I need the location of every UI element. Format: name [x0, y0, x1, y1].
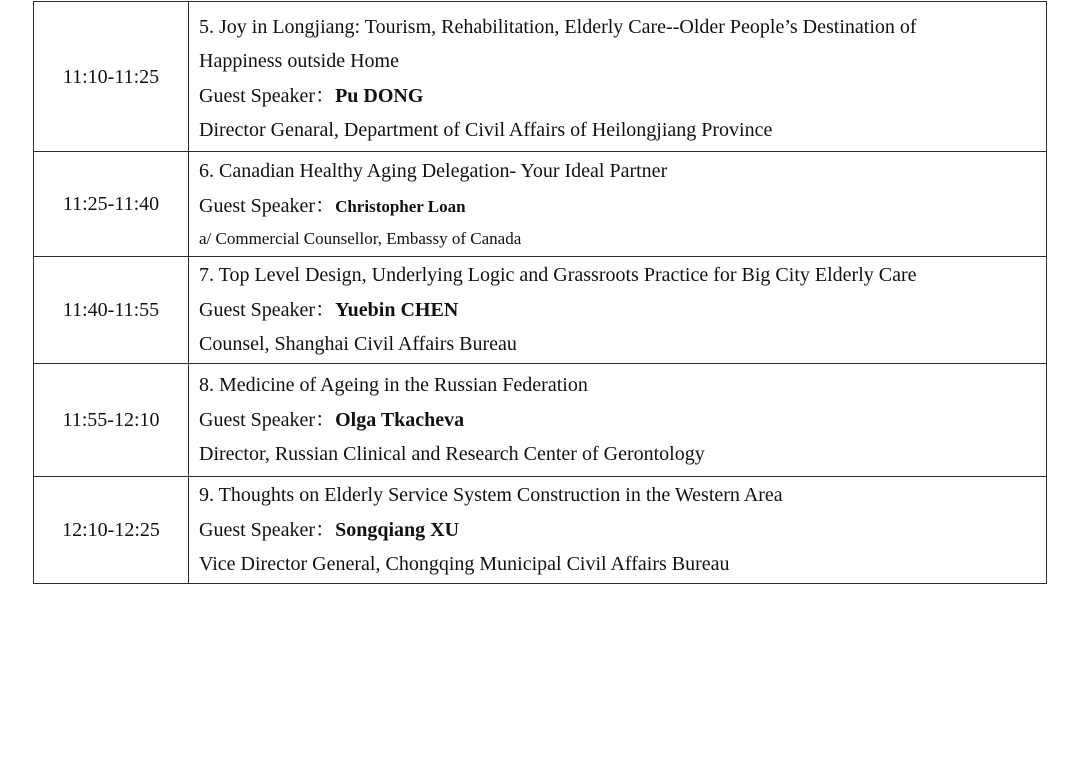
agenda-row: [34, 2, 1047, 152]
guest-speaker-name: Yuebin CHEN: [335, 298, 459, 321]
guest-speaker-name: Pu DONG: [335, 84, 424, 107]
speaker-position: a/ Commercial Counsellor, Embassy of Canada: [199, 229, 522, 248]
session-title-line: 9. Thoughts on Elderly Service System Construction in the Western Area: [199, 484, 783, 507]
session-title-line: 5. Joy in Longjiang: Tourism, Rehabilitation, Elderly Care--Older People’s Destination of: [199, 15, 917, 38]
session-details: [189, 364, 1047, 477]
session-time: 11:10-11:25: [34, 2, 189, 152]
guest-speaker-name: Christopher Loan: [335, 197, 466, 216]
session-title-line: 7. Top Level Design, Underlying Logic and Grassroots Practice for Big City Elderly Care: [199, 264, 917, 287]
session-details: [189, 2, 1047, 152]
session-time: 11:40-11:55: [34, 257, 189, 364]
guest-speaker-name: Songqiang XU: [335, 518, 460, 541]
guest-speaker-label: Guest Speaker：: [199, 84, 336, 107]
guest-speaker-label: Guest Speaker：: [199, 518, 336, 541]
guest-speaker-line: [199, 79, 1040, 114]
guest-speaker-line: [199, 513, 1040, 548]
session-details: [189, 257, 1047, 364]
guest-speaker-line: [199, 293, 1040, 328]
guest-speaker-label: Guest Speaker：: [199, 408, 336, 431]
guest-speaker-line: [199, 403, 1040, 438]
guest-speaker-label: Guest Speaker：: [199, 195, 336, 217]
guest-speaker-name: Olga Tkacheva: [335, 408, 465, 431]
agenda-row: [34, 152, 1047, 257]
session-title-line: Happiness outside Home: [199, 50, 399, 72]
session-details: [189, 477, 1047, 584]
session-title-line: 6. Canadian Healthy Aging Delegation- Your Ideal Partner: [199, 160, 668, 182]
guest-speaker-label: Guest Speaker：: [199, 298, 336, 321]
speaker-position: Counsel, Shanghai Civil Affairs Bureau: [199, 333, 517, 356]
session-time: 11:25-11:40: [34, 152, 189, 257]
session-time: 11:55-12:10: [34, 364, 189, 477]
speaker-position: Director, Russian Clinical and Research Center of Gerontology: [199, 443, 705, 466]
agenda-table: [33, 1, 1047, 584]
session-time: 12:10-12:25: [34, 477, 189, 584]
agenda-row: [34, 477, 1047, 584]
speaker-position: Vice Director General, Chongqing Municipal Civil Affairs Bureau: [199, 553, 730, 576]
agenda-row: [34, 364, 1047, 477]
guest-speaker-line: [199, 189, 1040, 224]
session-details: [189, 152, 1047, 257]
speaker-position: Director Genaral, Department of Civil Affairs of Heilongjiang Province: [199, 119, 773, 141]
agenda-row: [34, 257, 1047, 364]
session-title-line: 8. Medicine of Ageing in the Russian Federation: [199, 374, 588, 397]
